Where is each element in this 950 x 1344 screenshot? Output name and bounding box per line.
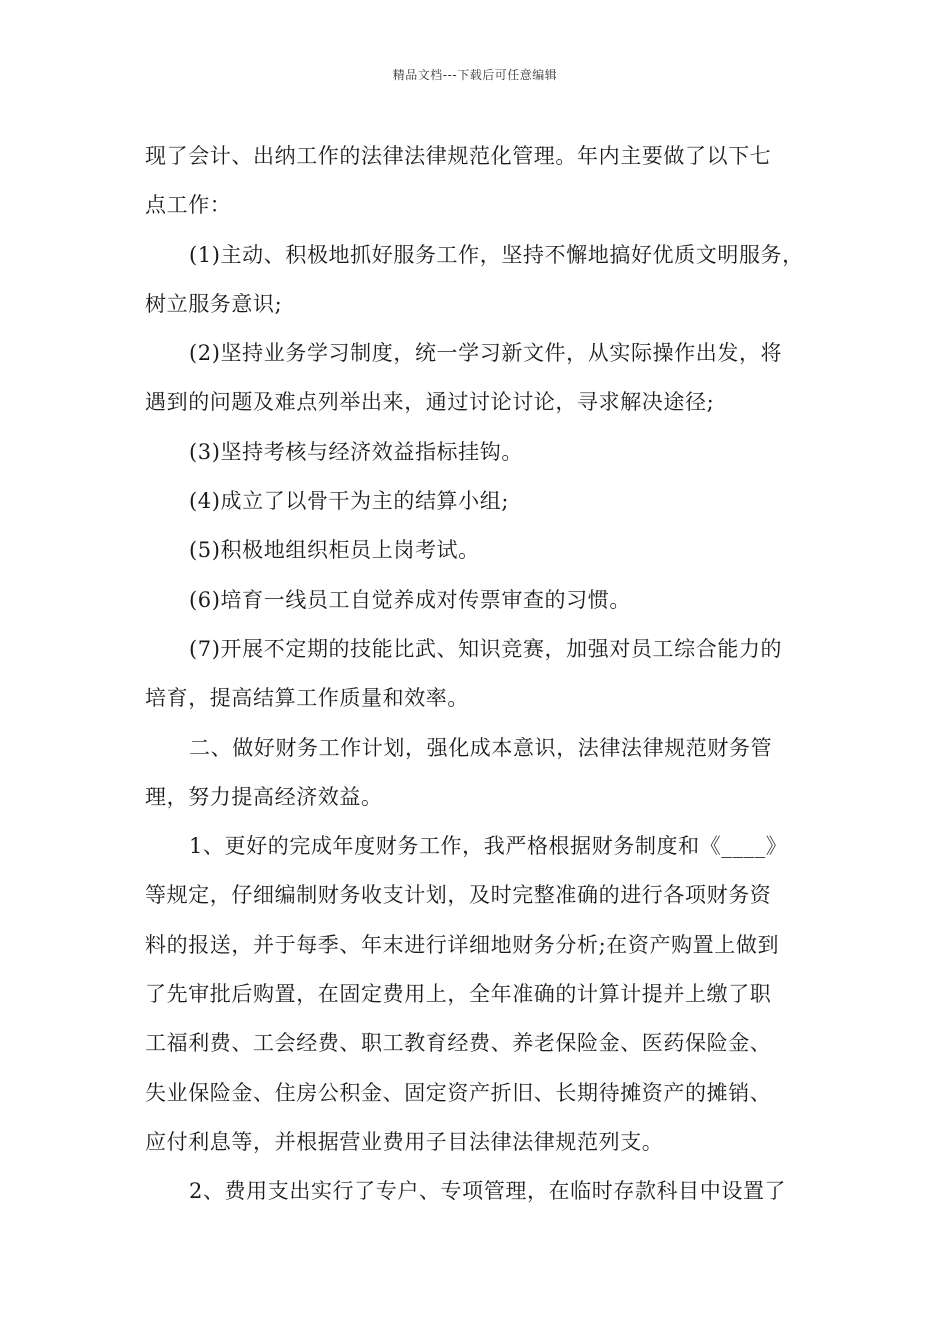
section-heading-2 bbox=[145, 724, 825, 823]
paragraph-item-4 bbox=[145, 477, 825, 526]
text-line: (4)成立了以骨干为主的结算小组; bbox=[189, 489, 510, 514]
text-line: 了先审批后购置，在固定费用上，全年准确的计算计提并上缴了职 bbox=[145, 982, 772, 1007]
paragraph-item-6 bbox=[145, 576, 825, 625]
text-line: 1、更好的完成年度财务工作，我严格根据财务制度和《____》 bbox=[189, 834, 788, 859]
text-line: 等规定，仔细编制财务收支计划，及时完整准确的进行各项财务资 bbox=[145, 883, 772, 908]
page-header: 精品文档---下载后可任意编辑 bbox=[392, 68, 558, 82]
text-line: (1)主动、积极地抓好服务工作，坚持不懈地搞好优质文明服务， bbox=[189, 242, 804, 267]
text-line: (3)坚持考核与经济效益指标挂钩。 bbox=[189, 439, 523, 464]
text-line: 应付利息等，并根据营业费用子目法律法律规范列支。 bbox=[145, 1129, 664, 1154]
paragraph-item-1 bbox=[145, 231, 825, 330]
document-body bbox=[145, 132, 825, 1217]
text-line: 点工作： bbox=[145, 193, 232, 218]
text-line: 二、做好财务工作计划，强化成本意识，法律法律规范财务管 bbox=[189, 735, 773, 760]
text-line: 遇到的问题及难点列举出来，通过讨论讨论，寻求解决途径; bbox=[145, 390, 715, 415]
text-line: (5)积极地组织柜员上岗考试。 bbox=[189, 538, 480, 563]
text-line: (2)坚持业务学习制度，统一学习新文件，从实际操作出发，将 bbox=[189, 341, 783, 366]
paragraph-item-7 bbox=[145, 625, 825, 724]
text-line: 2、费用支出实行了专户、专项管理，在临时存款科目中设置了 bbox=[189, 1179, 787, 1204]
paragraph-item-2 bbox=[145, 329, 825, 428]
paragraph-1 bbox=[145, 132, 825, 231]
text-line: 料的报送，并于每季、年末进行详细地财务分析;在资产购置上做到 bbox=[145, 932, 780, 957]
paragraph-point-2 bbox=[145, 1167, 825, 1216]
text-line: (6)培育一线员工自觉养成对传票审查的习惯。 bbox=[189, 587, 631, 612]
text-line: (7)开展不定期的技能比武、知识竞赛，加强对员工综合能力的 bbox=[189, 636, 783, 661]
text-line: 失业保险金、住房公积金、固定资产折旧、长期待摊资产的摊销、 bbox=[145, 1080, 772, 1105]
paragraph-item-5 bbox=[145, 526, 825, 575]
text-line: 理，努力提高经济效益。 bbox=[145, 784, 383, 809]
text-line: 培育，提高结算工作质量和效率。 bbox=[145, 686, 469, 711]
paragraph-point-1 bbox=[145, 822, 825, 1167]
text-line: 工福利费、工会经费、职工教育经费、养老保险金、医药保险金、 bbox=[145, 1031, 772, 1056]
text-line: 现了会计、出纳工作的法律法律规范化管理。年内主要做了以下七 bbox=[145, 144, 772, 168]
paragraph-item-3 bbox=[145, 428, 825, 477]
text-line: 树立服务意识; bbox=[145, 291, 283, 316]
